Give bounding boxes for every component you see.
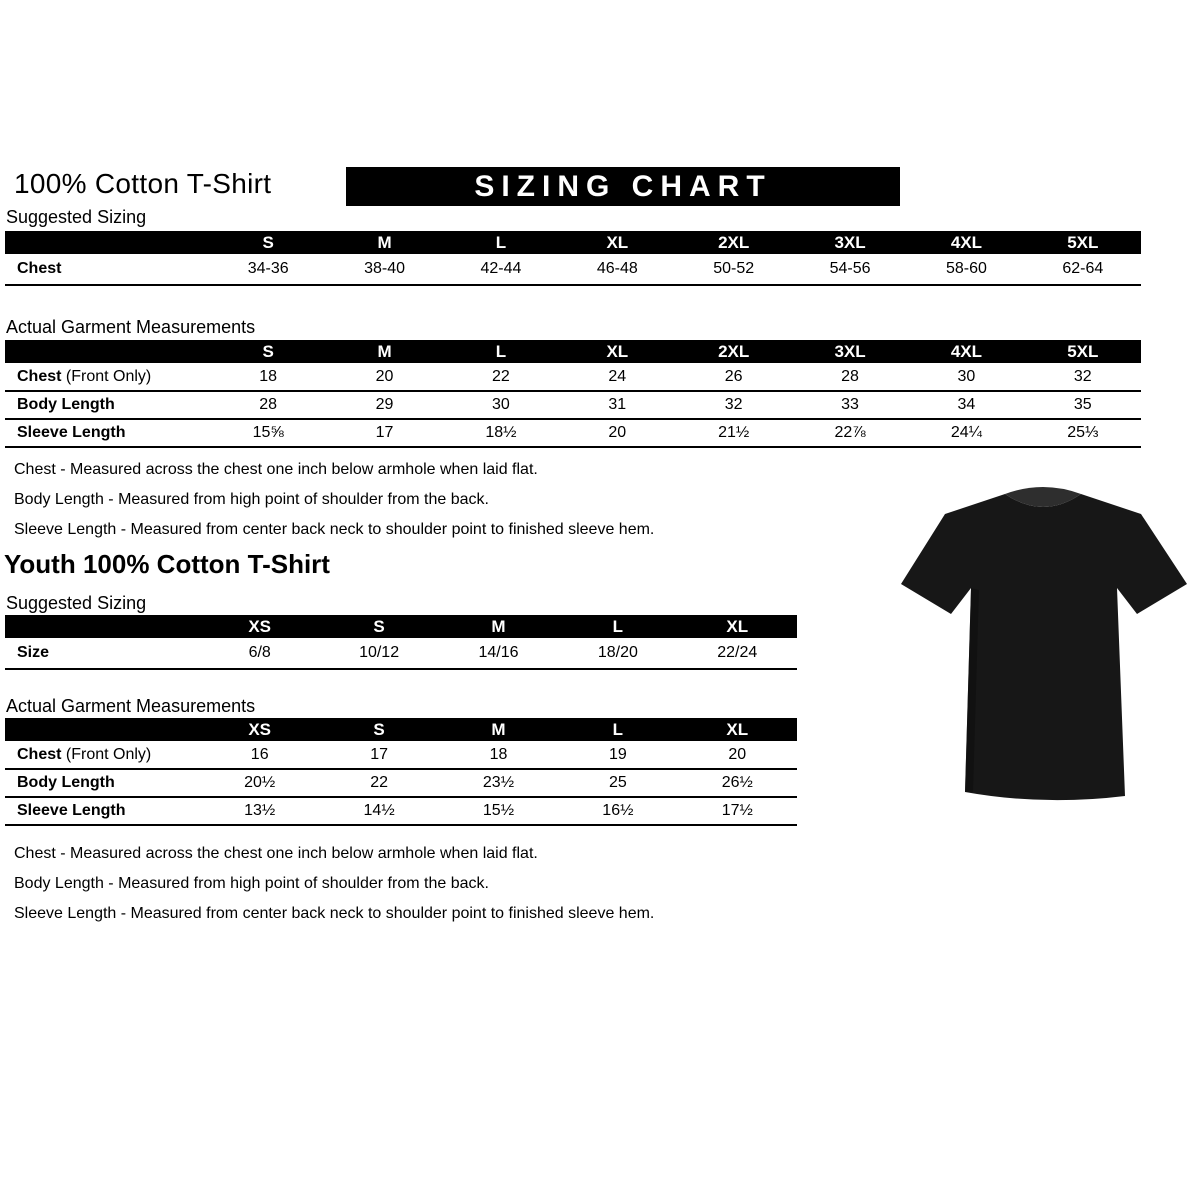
cell: 10/12 [319, 638, 438, 669]
corner-cell [5, 615, 200, 638]
table-row [5, 741, 797, 769]
cell: 25 [558, 769, 677, 797]
row-label: Body Length [5, 391, 210, 419]
cell: 20½ [200, 769, 319, 797]
table-row [5, 797, 797, 825]
col-header: 2XL [676, 340, 792, 363]
table-row [5, 254, 1141, 285]
cell: 24 [559, 363, 675, 391]
cell: 30 [443, 391, 559, 419]
cell: 54-56 [792, 254, 908, 285]
cell: 58-60 [908, 254, 1024, 285]
adult-suggested-sizing-label: Suggested Sizing [6, 207, 147, 227]
youth-actual-measurements-label: Actual Garment Measurements [6, 696, 256, 716]
row-label: Sleeve Length [5, 419, 210, 447]
cell: 22 [319, 769, 438, 797]
cell: 18 [210, 363, 326, 391]
row-label: Chest (Front Only) [5, 363, 210, 391]
cell: 33 [792, 391, 908, 419]
row-label: Sleeve Length [5, 797, 200, 825]
cell: 17 [319, 741, 438, 769]
note-line: Chest - Measured across the chest one inch below armhole when laid flat. [14, 845, 538, 862]
col-header: S [319, 615, 438, 638]
tshirt-image [893, 476, 1193, 816]
table-header-row [5, 718, 797, 741]
note-line: Sleeve Length - Measured from center back neck to shoulder point to finished sleeve hem. [14, 521, 655, 538]
col-header: 3XL [792, 340, 908, 363]
row-label: Size [5, 638, 200, 669]
youth-actual-table [5, 718, 797, 826]
cell: 32 [1025, 363, 1141, 391]
adult-actual-table [5, 340, 1141, 448]
col-header: S [319, 718, 438, 741]
youth-measurement-notes [14, 845, 654, 935]
table-row [5, 363, 1141, 391]
col-header: L [443, 231, 559, 254]
cell: 22⅞ [792, 419, 908, 447]
adult-suggested-table [5, 231, 1141, 286]
cell: 20 [678, 741, 797, 769]
cell: 34 [908, 391, 1024, 419]
col-header: XL [559, 340, 675, 363]
corner-cell [5, 718, 200, 741]
col-header: 4XL [908, 340, 1024, 363]
cell: 17 [326, 419, 442, 447]
col-header: M [326, 231, 442, 254]
cell: 46-48 [559, 254, 675, 285]
youth-title: Youth 100% Cotton T-Shirt [4, 549, 330, 579]
cell: 13½ [200, 797, 319, 825]
col-header: 3XL [792, 231, 908, 254]
cell: 42-44 [443, 254, 559, 285]
cell: 62-64 [1025, 254, 1141, 285]
cell: 26½ [678, 769, 797, 797]
adult-actual-measurements-label: Actual Garment Measurements [6, 317, 256, 337]
corner-cell [5, 231, 210, 254]
row-label: Chest (Front Only) [5, 741, 200, 769]
table-row [5, 419, 1141, 447]
col-header: 5XL [1025, 340, 1141, 363]
cell: 22 [443, 363, 559, 391]
col-header: L [558, 615, 677, 638]
note-line: Sleeve Length - Measured from center back neck to shoulder point to finished sleeve hem. [14, 905, 655, 922]
cell: 16½ [558, 797, 677, 825]
col-header: 2XL [676, 231, 792, 254]
col-header: XL [559, 231, 675, 254]
cell: 18½ [443, 419, 559, 447]
col-header: M [326, 340, 442, 363]
note-line: Chest - Measured across the chest one inch below armhole when laid flat. [14, 461, 538, 478]
sizing-chart-banner: SIZING CHART [346, 167, 900, 206]
youth-suggested-table [5, 615, 797, 670]
cell: 30 [908, 363, 1024, 391]
cell: 50-52 [676, 254, 792, 285]
cell: 20 [559, 419, 675, 447]
cell: 35 [1025, 391, 1141, 419]
cell: 14½ [319, 797, 438, 825]
col-header: 5XL [1025, 231, 1141, 254]
cell: 15½ [439, 797, 558, 825]
cell: 23½ [439, 769, 558, 797]
note-line: Body Length - Measured from high point of shoulder from the back. [14, 875, 489, 892]
cell: 14/16 [439, 638, 558, 669]
table-header-row [5, 231, 1141, 254]
page-title: 100% Cotton T-Shirt [14, 168, 272, 199]
cell: 34-36 [210, 254, 326, 285]
cell: 18/20 [558, 638, 677, 669]
row-label: Chest [5, 254, 210, 285]
cell: 22/24 [678, 638, 797, 669]
table-header-row [5, 340, 1141, 363]
cell: 28 [210, 391, 326, 419]
table-header-row [5, 615, 797, 638]
tshirt-graphic [893, 476, 1193, 816]
cell: 18 [439, 741, 558, 769]
cell: 38-40 [326, 254, 442, 285]
col-header: L [558, 718, 677, 741]
col-header: S [210, 340, 326, 363]
cell: 6/8 [200, 638, 319, 669]
cell: 17½ [678, 797, 797, 825]
table-row [5, 638, 797, 669]
corner-cell [5, 340, 210, 363]
cell: 21½ [676, 419, 792, 447]
col-header: XL [678, 718, 797, 741]
table-row [5, 391, 1141, 419]
cell: 20 [326, 363, 442, 391]
cell: 15⅝ [210, 419, 326, 447]
cell: 32 [676, 391, 792, 419]
col-header: 4XL [908, 231, 1024, 254]
table-row [5, 769, 797, 797]
col-header: L [443, 340, 559, 363]
youth-suggested-sizing-label: Suggested Sizing [6, 593, 147, 613]
col-header: XS [200, 718, 319, 741]
cell: 26 [676, 363, 792, 391]
cell: 25⅓ [1025, 419, 1141, 447]
cell: 31 [559, 391, 675, 419]
col-header: M [439, 718, 558, 741]
cell: 16 [200, 741, 319, 769]
col-header: S [210, 231, 326, 254]
cell: 24¼ [908, 419, 1024, 447]
cell: 19 [558, 741, 677, 769]
cell: 28 [792, 363, 908, 391]
col-header: XL [678, 615, 797, 638]
adult-measurement-notes [14, 461, 654, 551]
cell: 29 [326, 391, 442, 419]
col-header: M [439, 615, 558, 638]
col-header: XS [200, 615, 319, 638]
note-line: Body Length - Measured from high point of shoulder from the back. [14, 491, 489, 508]
row-label: Body Length [5, 769, 200, 797]
